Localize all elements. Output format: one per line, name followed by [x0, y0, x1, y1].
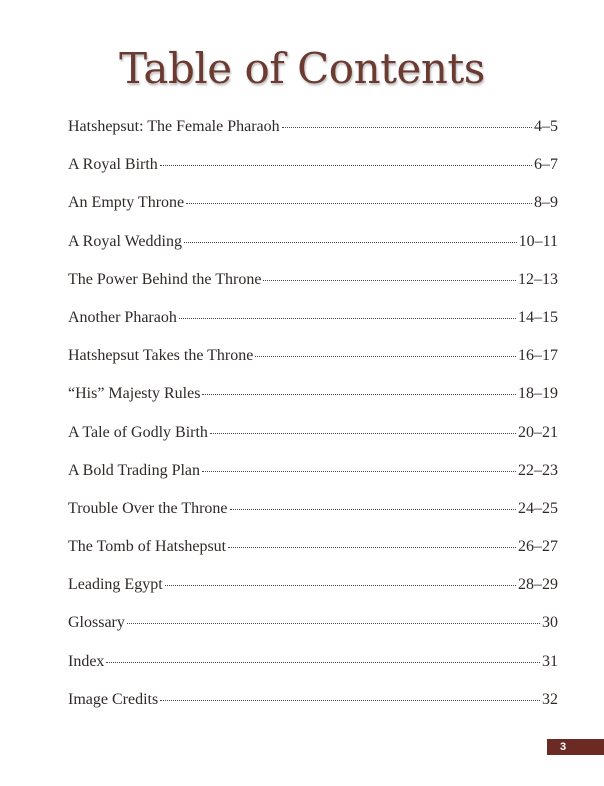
- toc-entry-title: Hatshepsut Takes the Throne: [68, 347, 254, 365]
- toc-entry: [68, 271, 558, 309]
- toc-entry-pages: 10–11: [518, 232, 558, 250]
- dot-leader: [263, 280, 516, 281]
- toc-entry-pages: 26–27: [518, 538, 558, 556]
- toc-entry-title: Leading Egypt: [68, 576, 163, 594]
- toc-entry-title: Index: [68, 652, 105, 670]
- toc-entry-pages: 12–13: [518, 270, 558, 288]
- toc-entry-pages: 22–23: [518, 461, 558, 479]
- toc-entry-title: An Empty Throne: [68, 194, 185, 212]
- dot-leader: [202, 394, 516, 395]
- toc-entry-pages: 14–15: [518, 308, 558, 326]
- toc-entry: [68, 347, 558, 385]
- dot-leader: [179, 318, 516, 319]
- dot-leader: [230, 509, 516, 510]
- dot-leader: [106, 662, 540, 663]
- toc-entry-pages: 6–7: [534, 156, 558, 174]
- toc-entry-pages: 32: [542, 690, 558, 708]
- toc-entry-pages: 24–25: [518, 499, 558, 517]
- toc-entry: [68, 500, 558, 538]
- dot-leader: [210, 433, 516, 434]
- toc-entry: [68, 691, 558, 729]
- toc-entry-pages: 31: [542, 652, 558, 670]
- dot-leader: [228, 547, 516, 548]
- toc-entry: [68, 385, 558, 423]
- toc-entry-title: Hatshepsut: The Female Pharaoh: [68, 118, 280, 135]
- page-title: Table of Contents: [119, 44, 485, 93]
- toc-entry-title: The Power Behind the Throne: [68, 270, 262, 288]
- toc-entry-title: Trouble Over the Throne: [68, 499, 228, 517]
- toc-entry-pages: 18–19: [518, 385, 558, 403]
- toc-entry: [68, 424, 558, 462]
- dot-leader: [165, 585, 516, 586]
- table-of-contents: [68, 118, 558, 729]
- toc-entry: [68, 194, 558, 232]
- toc-entry: [68, 462, 558, 500]
- toc-entry-pages: 30: [542, 614, 558, 632]
- toc-entry-pages: 28–29: [518, 576, 558, 594]
- dot-leader: [282, 127, 532, 128]
- toc-entry-title: A Tale of Godly Birth: [68, 423, 208, 441]
- toc-entry: [68, 576, 558, 614]
- toc-entry-title: A Royal Birth: [68, 156, 158, 174]
- toc-entry-pages: 16–17: [518, 347, 558, 365]
- toc-entry-title: Another Pharaoh: [68, 308, 177, 326]
- dot-leader: [184, 242, 517, 243]
- toc-entry: [68, 538, 558, 576]
- page-number-badge: 3: [547, 739, 604, 755]
- toc-entry: [68, 118, 558, 156]
- dot-leader: [160, 700, 540, 701]
- toc-entry-pages: 20–21: [518, 423, 558, 441]
- toc-entry: [68, 653, 558, 691]
- dot-leader: [127, 623, 540, 624]
- toc-entry-title: “His” Majesty Rules: [68, 385, 201, 403]
- toc-entry-pages: 4–5: [534, 118, 558, 135]
- toc-entry: [68, 614, 558, 652]
- toc-entry-title: A Royal Wedding: [68, 232, 182, 250]
- toc-entry: [68, 156, 558, 194]
- dot-leader: [186, 203, 532, 204]
- toc-entry-pages: 8–9: [534, 194, 558, 212]
- toc-entry-title: A Bold Trading Plan: [68, 461, 201, 479]
- dot-leader: [202, 471, 516, 472]
- toc-entry-title: Glossary: [68, 614, 125, 632]
- toc-entry-title: The Tomb of Hatshepsut: [68, 538, 227, 556]
- dot-leader: [255, 356, 516, 357]
- toc-entry: [68, 233, 558, 271]
- dot-leader: [160, 165, 532, 166]
- toc-entry-title: Image Credits: [68, 690, 159, 708]
- toc-entry: [68, 309, 558, 347]
